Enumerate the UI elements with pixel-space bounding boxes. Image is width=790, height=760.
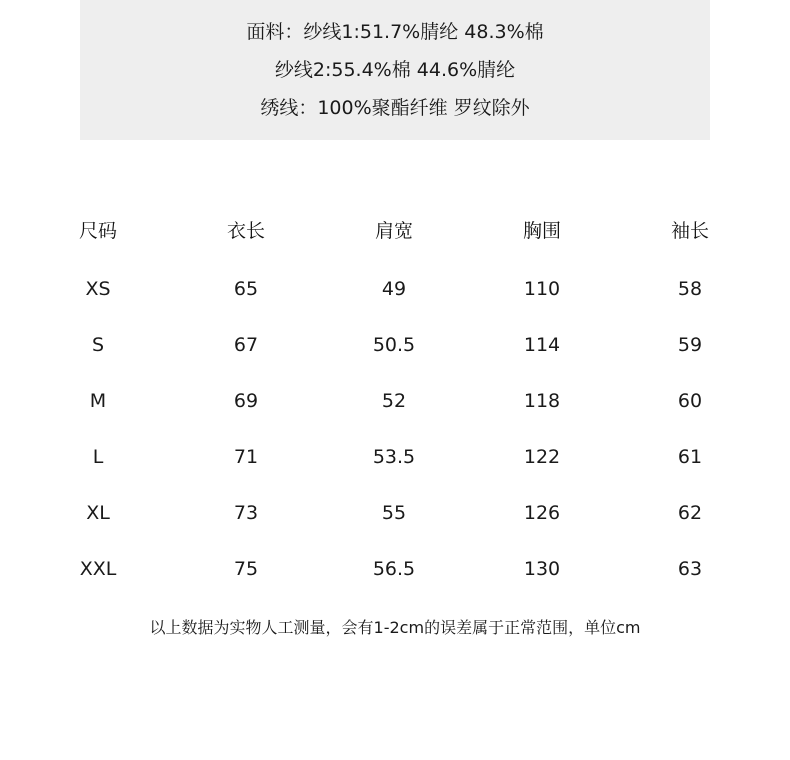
length-cell: 65 [233,278,259,300]
size-cell: XS [85,278,111,300]
chest-cell: 130 [523,558,561,580]
shoulder-cell: 52 [381,390,407,412]
chest-cell: 126 [523,502,561,524]
length-cell: 69 [233,390,259,412]
shoulder-cell: 53.5 [372,446,416,468]
shoulder-cell: 55 [381,502,407,524]
length-cell: 71 [233,446,259,468]
header-shoulder: 肩宽 [374,220,413,242]
length-cell: 73 [233,502,259,524]
size-cell: XL [86,502,110,524]
size-cell: S [91,334,105,356]
size-cell: XXL [79,558,117,580]
shoulder-cell: 49 [381,278,407,300]
measurement-footnote: 以上数据为实物人工测量，会有1-2cm的误差属于正常范围，单位cm [149,618,641,637]
sleeve-cell: 58 [677,278,703,300]
sleeve-cell: 59 [677,334,703,356]
fabric-composition-line: 面料：纱线1:51.7%腈纶 48.3%棉 [246,21,544,43]
header-length: 衣长 [226,220,265,242]
sleeve-cell: 61 [677,446,703,468]
chest-cell: 114 [523,334,561,356]
embroidery-thread-line: 绣线：100%聚酯纤维 罗纹除外 [260,97,530,119]
size-cell: M [89,390,107,412]
length-cell: 67 [233,334,259,356]
sleeve-cell: 60 [677,390,703,412]
sleeve-cell: 63 [677,558,703,580]
chest-cell: 118 [523,390,561,412]
sleeve-cell: 62 [677,502,703,524]
header-size: 尺码 [78,220,117,242]
shoulder-cell: 56.5 [372,558,416,580]
shoulder-cell: 50.5 [372,334,416,356]
chest-cell: 122 [523,446,561,468]
yarn2-composition-line: 纱线2:55.4%棉 44.6%腈纶 [274,59,516,81]
chest-cell: 110 [523,278,561,300]
header-chest: 胸围 [522,220,561,242]
size-cell: L [92,446,104,468]
length-cell: 75 [233,558,259,580]
header-sleeve: 袖长 [670,220,709,242]
